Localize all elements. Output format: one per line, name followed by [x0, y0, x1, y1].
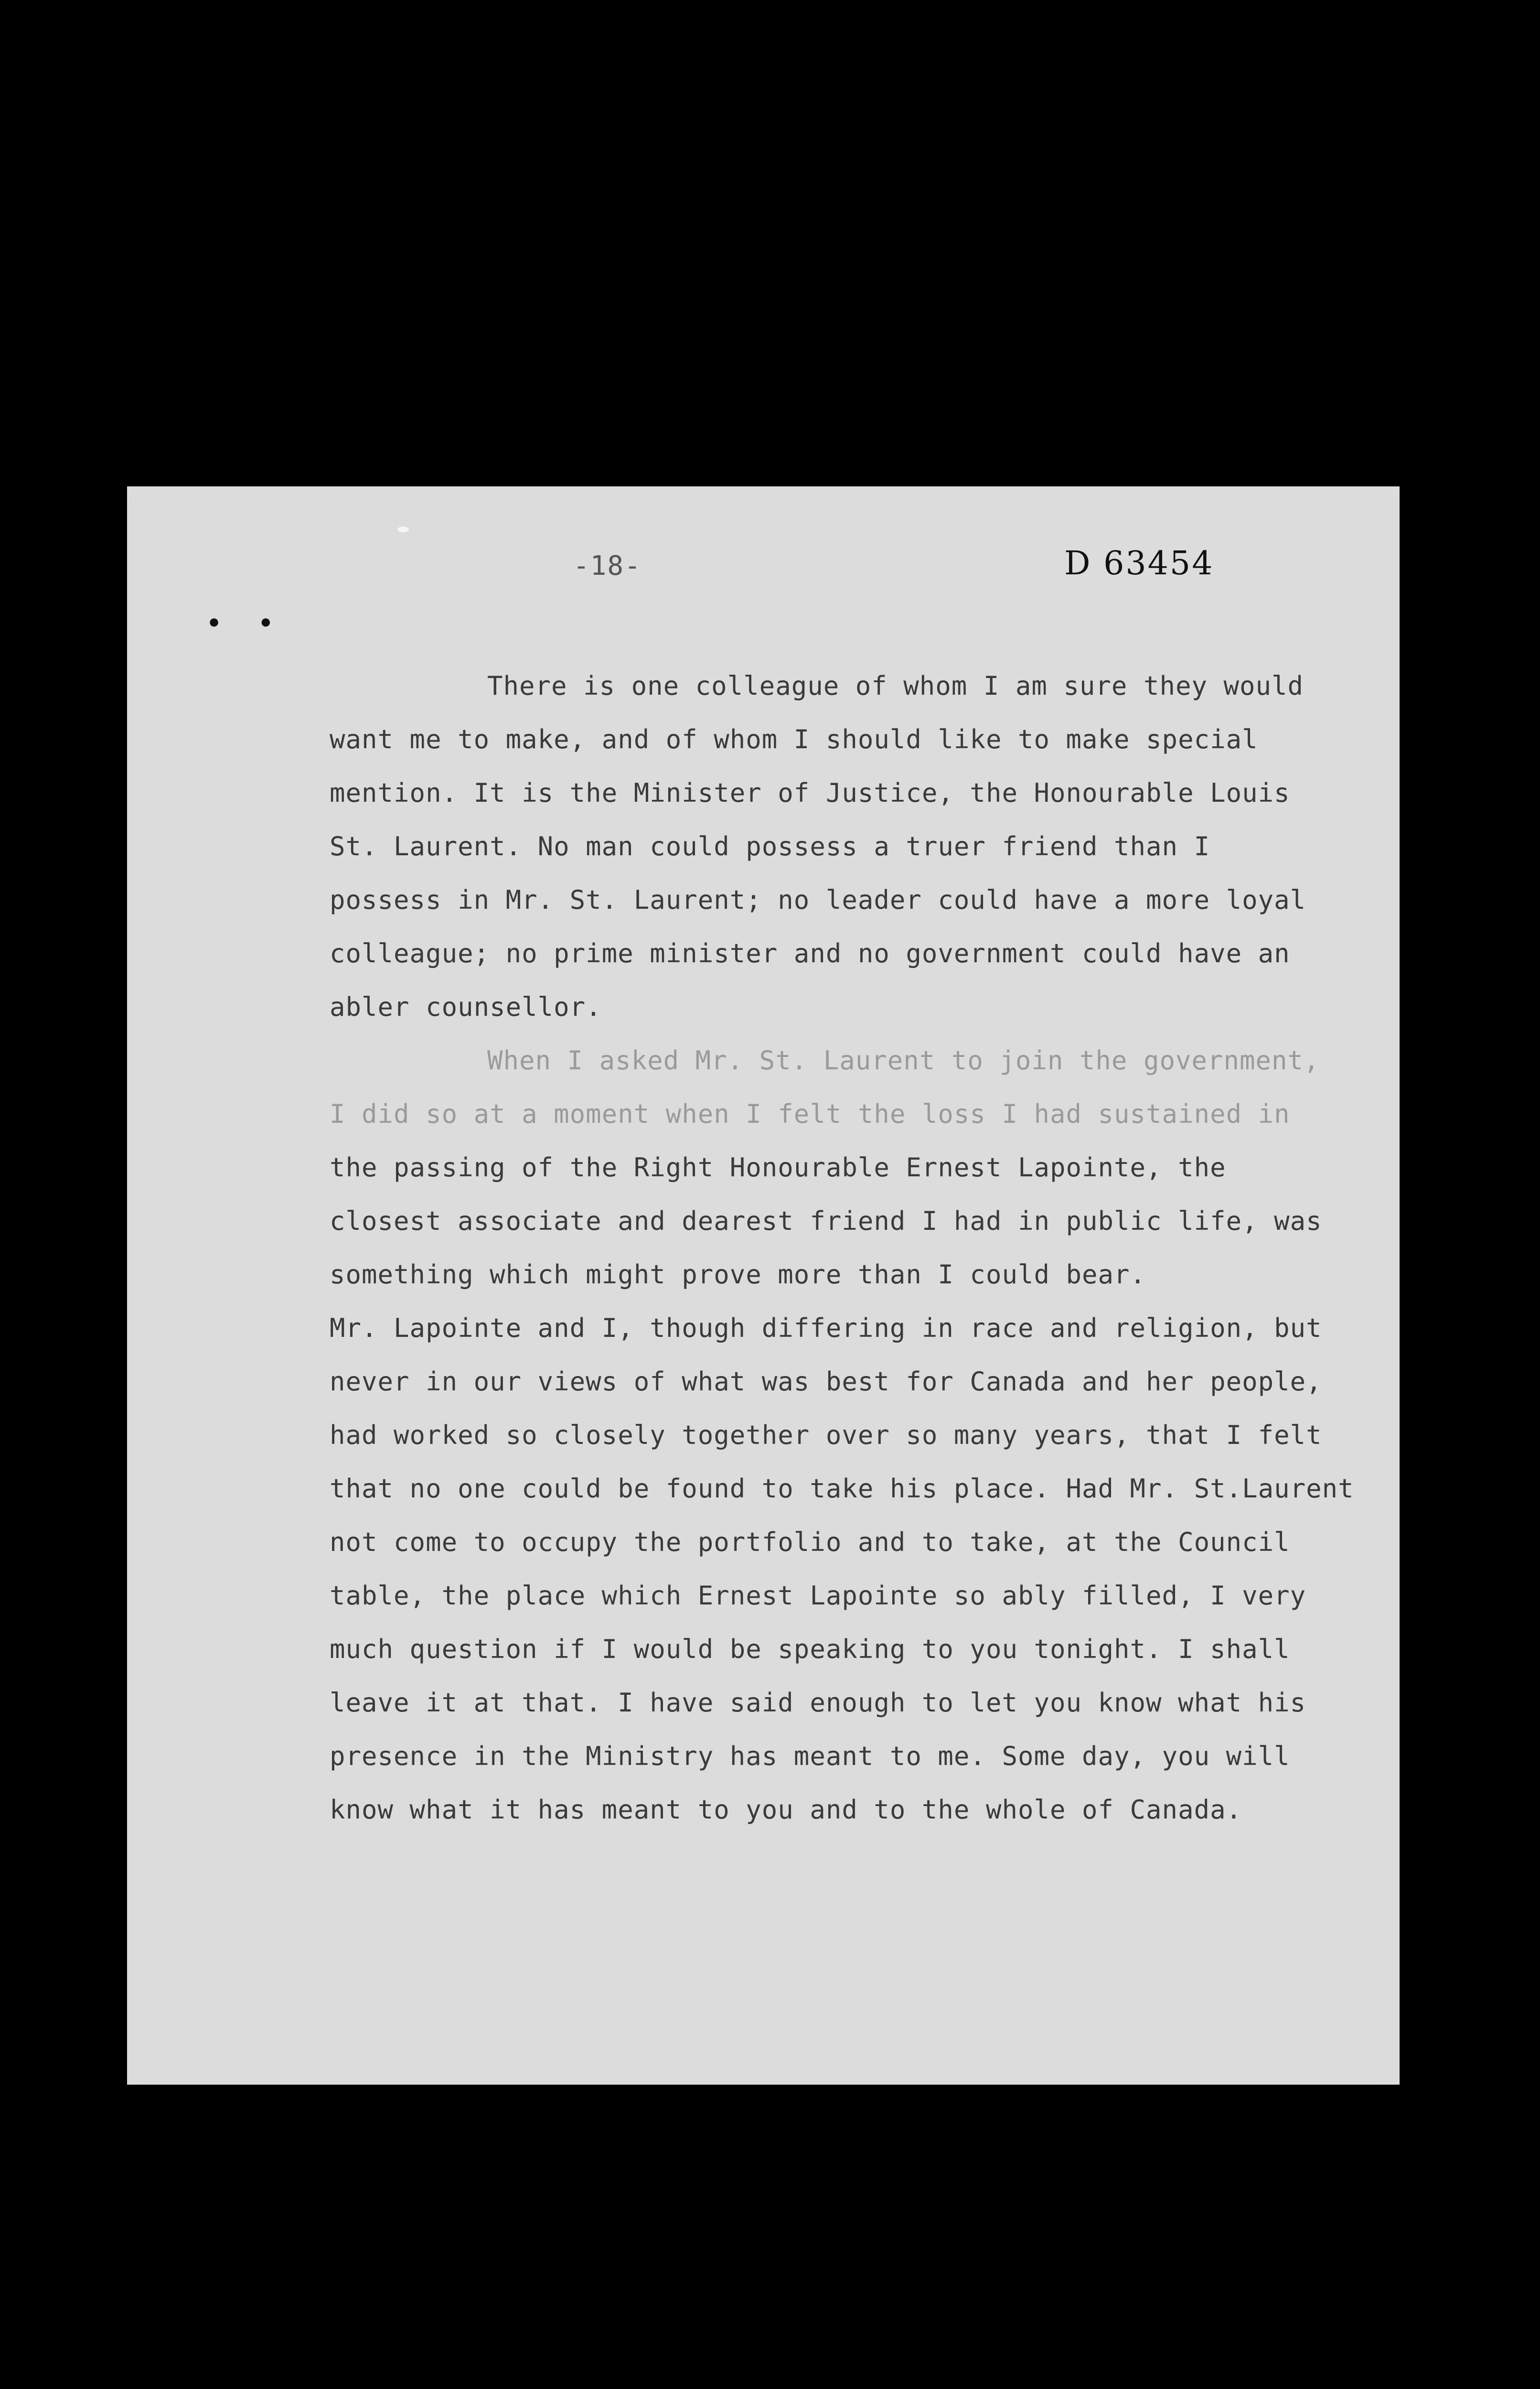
text-line: possess in Mr. St. Laurent; no leader could have a more loyal: [330, 885, 1306, 915]
text-line: mention. It is the Minister of Justice, the Honourable Louis: [330, 778, 1290, 808]
text-line: never in our views of what was best for Canada and her people,: [330, 1367, 1322, 1397]
text-line: the passing of the Right Honourable Ernest Lapointe, the: [330, 1152, 1226, 1183]
text-line: something which might prove more than I could bear.: [330, 1259, 1146, 1290]
text-line: that no one could be found to take his place. Had Mr. St.Laurent: [330, 1474, 1354, 1504]
document-id: D 63454: [1064, 545, 1214, 582]
text-line: not come to occupy the portfolio and to take, at the Council: [330, 1527, 1290, 1557]
margin-marks: • •: [205, 607, 283, 640]
text-line: table, the place which Ernest Lapointe so ably filled, I very: [330, 1581, 1306, 1611]
paper-speck: [397, 527, 409, 532]
text-line: There is one colleague of whom I am sure they would: [487, 671, 1304, 701]
text-line: abler counsellor.: [330, 992, 602, 1022]
text-line: colleague; no prime minister and no government could have an: [330, 938, 1290, 969]
text-line: had worked so closely together over so many years, that I felt: [330, 1420, 1322, 1450]
text-line: leave it at that. I have said enough to let you know what his: [330, 1688, 1306, 1718]
text-line: presence in the Ministry has meant to me. Some day, you will: [330, 1741, 1290, 1771]
text-line: closest associate and dearest friend I had in public life, was: [330, 1206, 1322, 1236]
page-number: -18-: [573, 550, 642, 581]
text-line: much question if I would be speaking to you tonight. I shall: [330, 1634, 1290, 1664]
text-line: When I asked Mr. St. Laurent to join the government,: [487, 1045, 1320, 1076]
text-line: want me to make, and of whom I should like to make special: [330, 724, 1258, 754]
text-line: Mr. Lapointe and I, though differing in race and religion, but: [330, 1313, 1322, 1343]
text-line: St. Laurent. No man could possess a truer friend than I: [330, 831, 1210, 861]
text-line: I did so at a moment when I felt the loss I had sustained in: [330, 1099, 1290, 1129]
document-body: [330, 659, 1380, 1837]
text-line: know what it has meant to you and to the whole of Canada.: [330, 1795, 1242, 1825]
